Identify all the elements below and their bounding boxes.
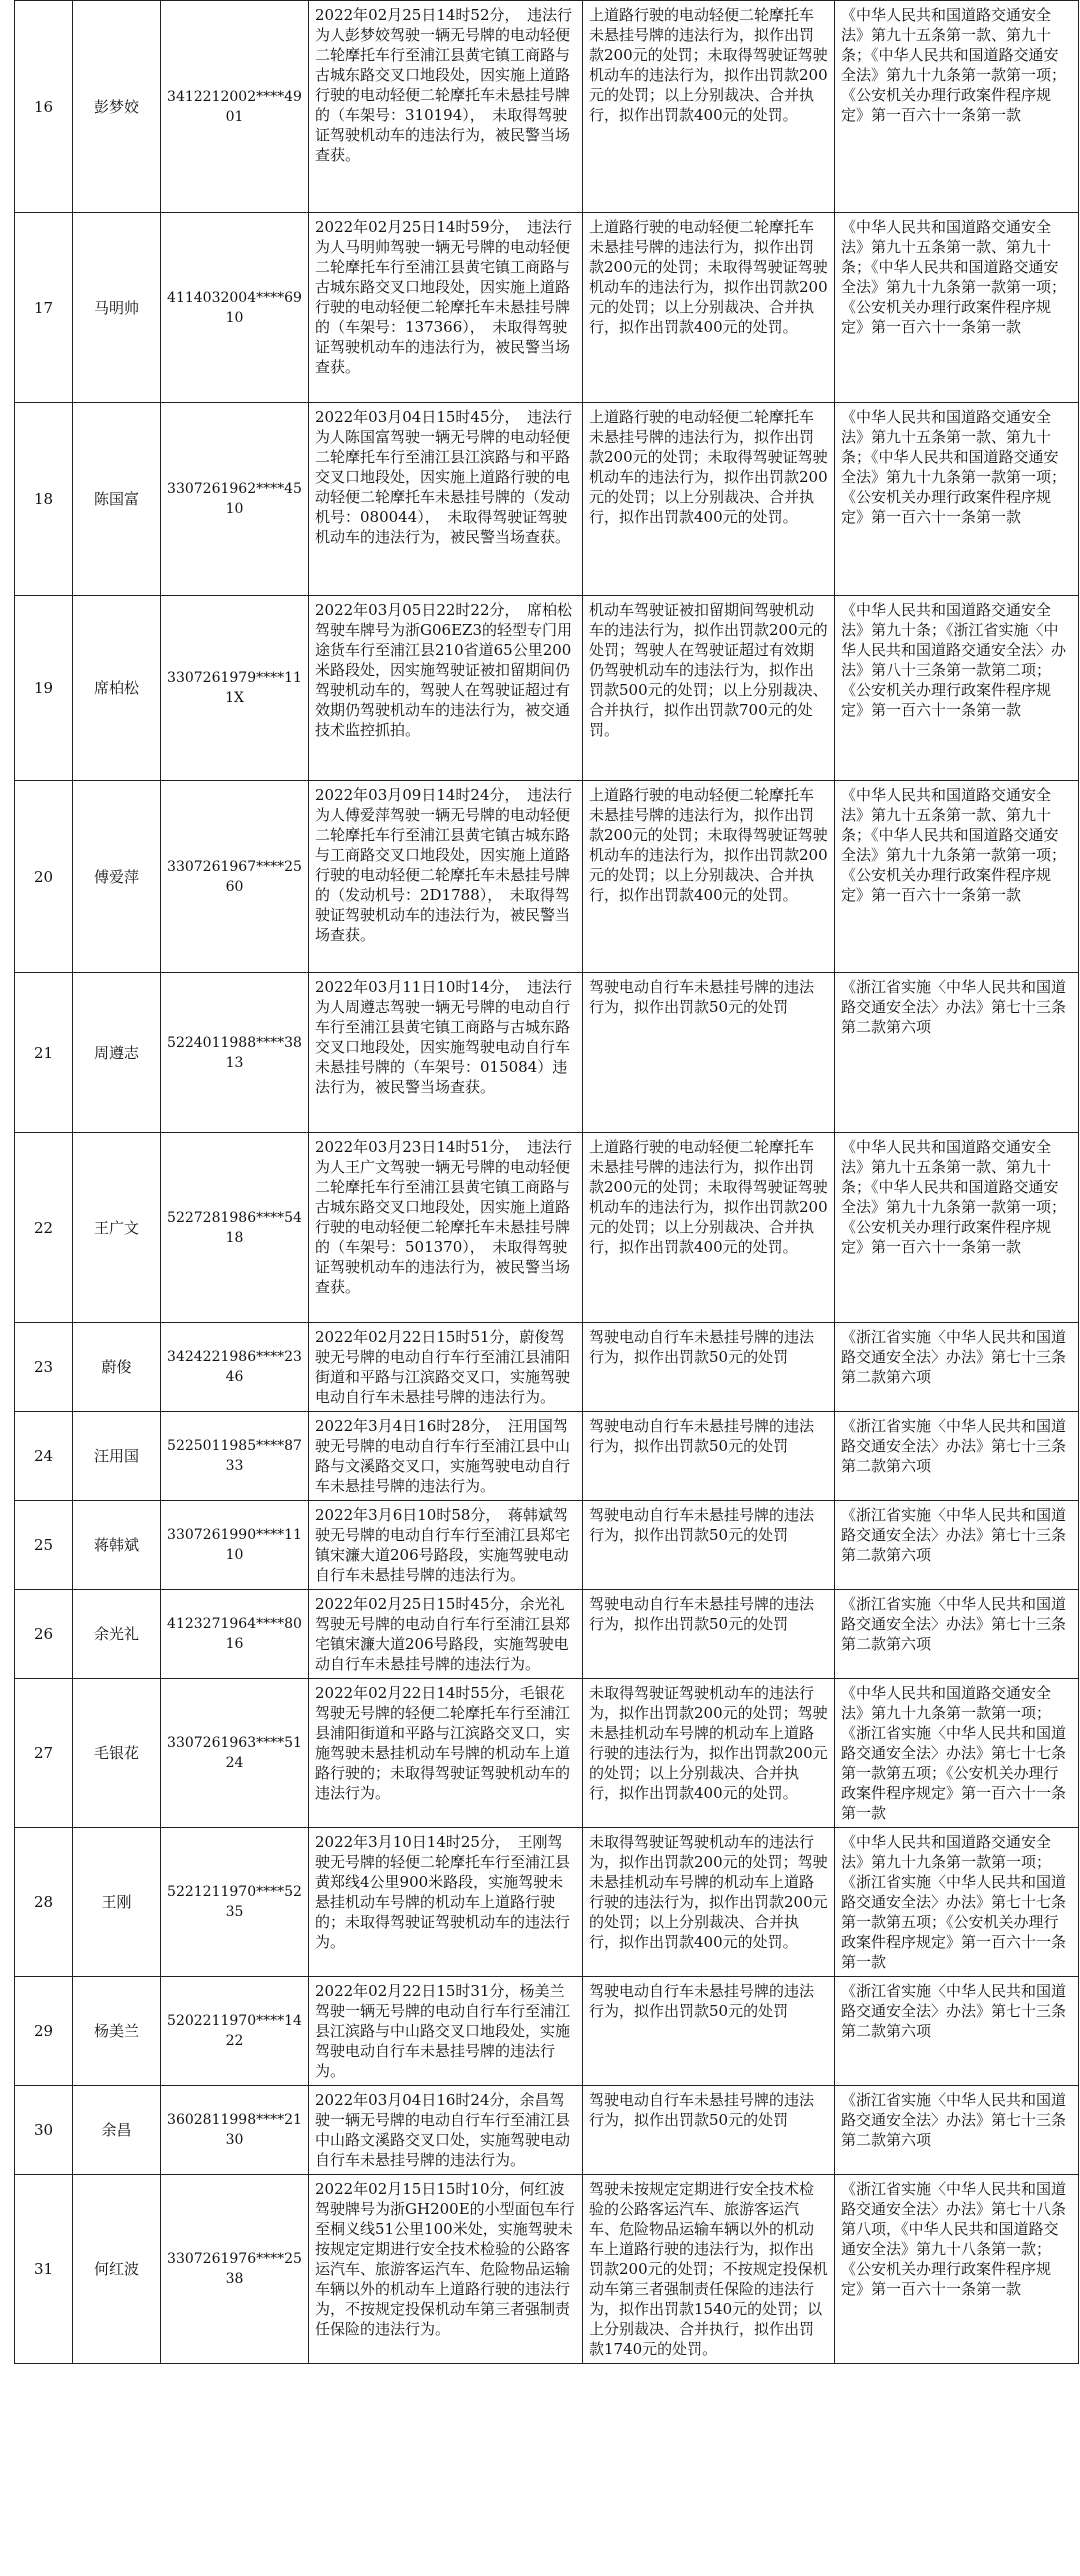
violation-facts-cell: 2022年02月25日15时45分，余光礼驾驶无号牌的电动自行车行至浦江县郑宅镇宋濂大道206号路段，实施驾驶电动自行车未悬挂号牌的违法行为。 — [309, 1590, 583, 1679]
id-number-cell: 3602811998****2130 — [161, 2086, 309, 2175]
person-name-cell: 余光礼 — [73, 1590, 161, 1679]
proposed-penalty-cell: 驾驶电动自行车未悬挂号牌的违法行为，拟作出罚款50元的处罚 — [583, 1323, 835, 1412]
id-number-cell: 3307261979****111X — [161, 596, 309, 781]
penalty-notice-table — [14, 0, 1079, 2364]
row-number-cell: 29 — [15, 1977, 73, 2086]
id-number-cell: 5225011985****8733 — [161, 1412, 309, 1501]
id-number-cell: 3307261963****5124 — [161, 1679, 309, 1828]
legal-basis-cell: 《中华人民共和国道路交通安全法》第九十五条第一款、第九十条；《中华人民共和国道路交通安全法》第九十九条第一款第一项；《公安机关办理行政案件程序规定》第一百六十一条第一款 — [835, 781, 1079, 973]
table-row — [15, 2175, 1079, 2364]
proposed-penalty-cell: 上道路行驶的电动轻便二轮摩托车未悬挂号牌的违法行为，拟作出罚款200元的处罚；未取得驾驶证驾驶机动车的违法行为，拟作出罚款200元的处罚；以上分别裁决、合并执行，拟作出罚款400元的处罚。 — [583, 403, 835, 596]
table-row — [15, 1501, 1079, 1590]
person-name-cell: 杨美兰 — [73, 1977, 161, 2086]
id-number-cell: 3307261976****2538 — [161, 2175, 309, 2364]
id-number-cell: 5202211970****1422 — [161, 1977, 309, 2086]
legal-basis-cell: 《中华人民共和国道路交通安全法》第九十五条第一款、第九十条；《中华人民共和国道路交通安全法》第九十九条第一款第一项；《公安机关办理行政案件程序规定》第一百六十一条第一款 — [835, 213, 1079, 403]
violation-facts-cell: 2022年3月4日16时28分， 汪用国驾驶无号牌的电动自行车行至浦江县中山路与文溪路交叉口，实施驾驶电动自行车未悬挂号牌的违法行为。 — [309, 1412, 583, 1501]
proposed-penalty-cell: 上道路行驶的电动轻便二轮摩托车未悬挂号牌的违法行为，拟作出罚款200元的处罚；未取得驾驶证驾驶机动车的违法行为，拟作出罚款200元的处罚；以上分别裁决、合并执行，拟作出罚款400元的处罚。 — [583, 781, 835, 973]
legal-basis-cell: 《浙江省实施〈中华人民共和国道路交通安全法〉办法》第七十三条第二款第六项 — [835, 1323, 1079, 1412]
legal-basis-cell: 《浙江省实施〈中华人民共和国道路交通安全法〉办法》第七十三条第二款第六项 — [835, 1977, 1079, 2086]
violation-facts-cell: 2022年03月04日15时45分， 违法行为人陈国富驾驶一辆无号牌的电动轻便二轮摩托车行至浦江县江滨路与和平路交叉口地段处，因实施上道路行驶的电动轻便二轮摩托车未悬挂号牌的（发动机号：080044）， 未取得驾驶证驾驶机动车的违法行为，被民警当场查获。 — [309, 403, 583, 596]
violation-facts-cell: 2022年03月09日14时24分， 违法行为人傅爱萍驾驶一辆无号牌的电动轻便二轮摩托车行至浦江县黄宅镇古城东路与工商路交叉口地段处，因实施上道路行驶的电动轻便二轮摩托车未悬挂号牌的（发动机号：2D1788）， 未取得驾驶证驾驶机动车的违法行为，被民警当场查获。 — [309, 781, 583, 973]
row-number-cell: 21 — [15, 973, 73, 1133]
row-number-cell: 30 — [15, 2086, 73, 2175]
legal-basis-cell: 《浙江省实施〈中华人民共和国道路交通安全法〉办法》第七十三条第二款第六项 — [835, 2086, 1079, 2175]
violation-facts-cell: 2022年02月22日15时31分，杨美兰驾驶一辆无号牌的电动自行车行至浦江县江滨路与中山路交叉口地段处，实施驾驶电动自行车未悬挂号牌的违法行为。 — [309, 1977, 583, 2086]
legal-basis-cell: 《中华人民共和国道路交通安全法》第九十九条第一款第一项；《浙江省实施〈中华人民共和国道路交通安全法〉办法》第七十七条第一款第五项；《公安机关办理行政案件程序规定》第一百六十一条第一款 — [835, 1679, 1079, 1828]
legal-basis-cell: 《中华人民共和国道路交通安全法》第九十九条第一款第一项；《浙江省实施〈中华人民共和国道路交通安全法〉办法》第七十七条第一款第五项；《公安机关办理行政案件程序规定》第一百六十一条第一款 — [835, 1828, 1079, 1977]
person-name-cell: 席柏松 — [73, 596, 161, 781]
row-number-cell: 25 — [15, 1501, 73, 1590]
violation-facts-cell: 2022年03月11日10时14分， 违法行为人周遵志驾驶一辆无号牌的电动自行车行至浦江县黄宅镇工商路与古城东路交叉口地段处，因实施驾驶电动自行车未悬挂号牌的（车架号：015084）违法行为，被民警当场查获。 — [309, 973, 583, 1133]
row-number-cell: 24 — [15, 1412, 73, 1501]
proposed-penalty-cell: 驾驶电动自行车未悬挂号牌的违法行为，拟作出罚款50元的处罚 — [583, 2086, 835, 2175]
proposed-penalty-cell: 机动车驾驶证被扣留期间驾驶机动车的违法行为，拟作出罚款200元的处罚；驾驶人在驾驶证超过有效期仍驾驶机动车的违法行为，拟作出罚款500元的处罚；以上分别裁决、合并执行，拟作出罚款700元的处罚。 — [583, 596, 835, 781]
proposed-penalty-cell: 驾驶电动自行车未悬挂号牌的违法行为，拟作出罚款50元的处罚 — [583, 1977, 835, 2086]
id-number-cell: 3307261962****4510 — [161, 403, 309, 596]
proposed-penalty-cell: 驾驶电动自行车未悬挂号牌的违法行为，拟作出罚款50元的处罚 — [583, 1501, 835, 1590]
id-number-cell: 3412212002****4901 — [161, 1, 309, 213]
id-number-cell: 5227281986****5418 — [161, 1133, 309, 1323]
table-row — [15, 781, 1079, 973]
row-number-cell: 27 — [15, 1679, 73, 1828]
table-row — [15, 1323, 1079, 1412]
table-row — [15, 1590, 1079, 1679]
table-row — [15, 1133, 1079, 1323]
proposed-penalty-cell: 驾驶未按规定定期进行安全技术检验的公路客运汽车、旅游客运汽车、危险物品运输车辆以外的机动车上道路行驶的违法行为，拟作出罚款200元的处罚；不按规定投保机动车第三者强制责任保险的违法行为，拟作出罚款1540元的处罚；以上分别裁决、合并执行，拟作出罚款1740元的处罚。 — [583, 2175, 835, 2364]
row-number-cell: 23 — [15, 1323, 73, 1412]
legal-basis-cell: 《中华人民共和国道路交通安全法》第九十五条第一款、第九十条；《中华人民共和国道路交通安全法》第九十九条第一款第一项；《公安机关办理行政案件程序规定》第一百六十一条第一款 — [835, 1, 1079, 213]
person-name-cell: 汪用国 — [73, 1412, 161, 1501]
row-number-cell: 16 — [15, 1, 73, 213]
row-number-cell: 28 — [15, 1828, 73, 1977]
person-name-cell: 蒋韩斌 — [73, 1501, 161, 1590]
person-name-cell: 马明帅 — [73, 213, 161, 403]
violation-facts-cell: 2022年03月23日14时51分， 违法行为人王广文驾驶一辆无号牌的电动轻便二轮摩托车行至浦江县黄宅镇工商路与古城东路交叉口地段处，因实施上道路行驶的电动轻便二轮摩托车未悬挂号牌的（车架号：501370）， 未取得驾驶证驾驶机动车的违法行为，被民警当场查获。 — [309, 1133, 583, 1323]
row-number-cell: 26 — [15, 1590, 73, 1679]
id-number-cell: 5224011988****3813 — [161, 973, 309, 1133]
legal-basis-cell: 《中华人民共和国道路交通安全法》第九十条；《浙江省实施〈中华人民共和国道路交通安全法〉办法》第八十三条第一款第二项；《公安机关办理行政案件程序规定》第一百六十一条第一款 — [835, 596, 1079, 781]
id-number-cell: 4114032004****6910 — [161, 213, 309, 403]
id-number-cell: 3307261967****2560 — [161, 781, 309, 973]
table-row — [15, 2086, 1079, 2175]
violation-facts-cell: 2022年03月05日22时22分， 席柏松驾驶车牌号为浙G06EZ3的轻型专门用途货车行至浦江县210省道65公里200米路段处，因实施驾驶证被扣留期间仍驾驶机动车的，驾驶人在驾驶证超过有效期仍驾驶机动车的违法行为，被交通技术监控抓拍。 — [309, 596, 583, 781]
person-name-cell: 彭梦姣 — [73, 1, 161, 213]
row-number-cell: 20 — [15, 781, 73, 973]
legal-basis-cell: 《中华人民共和国道路交通安全法》第九十五条第一款、第九十条；《中华人民共和国道路交通安全法》第九十九条第一款第一项；《公安机关办理行政案件程序规定》第一百六十一条第一款 — [835, 403, 1079, 596]
legal-basis-cell: 《浙江省实施〈中华人民共和国道路交通安全法〉办法》第七十三条第二款第六项 — [835, 973, 1079, 1133]
violation-facts-cell: 2022年3月10日14时25分， 王刚驾驶无号牌的轻便二轮摩托车行至浦江县黄郑线4公里900米路段，实施驾驶未悬挂机动车号牌的机动车上道路行驶的；未取得驾驶证驾驶机动车的违法行为。 — [309, 1828, 583, 1977]
id-number-cell: 3307261990****1110 — [161, 1501, 309, 1590]
person-name-cell: 周遵志 — [73, 973, 161, 1133]
violation-facts-cell: 2022年02月25日14时59分， 违法行为人马明帅驾驶一辆无号牌的电动轻便二轮摩托车行至浦江县黄宅镇工商路与古城东路交叉口地段处，因实施上道路行驶的电动轻便二轮摩托车未悬挂号牌的（车架号：137366）， 未取得驾驶证驾驶机动车的违法行为，被民警当场查获。 — [309, 213, 583, 403]
id-number-cell: 4123271964****8016 — [161, 1590, 309, 1679]
table-row — [15, 213, 1079, 403]
legal-basis-cell: 《浙江省实施〈中华人民共和国道路交通安全法〉办法》第七十三条第二款第六项 — [835, 1501, 1079, 1590]
person-name-cell: 余昌 — [73, 2086, 161, 2175]
person-name-cell: 王广文 — [73, 1133, 161, 1323]
legal-basis-cell: 《中华人民共和国道路交通安全法》第九十五条第一款、第九十条；《中华人民共和国道路交通安全法》第九十九条第一款第一项；《公安机关办理行政案件程序规定》第一百六十一条第一款 — [835, 1133, 1079, 1323]
person-name-cell: 陈国富 — [73, 403, 161, 596]
legal-basis-cell: 《浙江省实施〈中华人民共和国道路交通安全法〉办法》第七十三条第二款第六项 — [835, 1590, 1079, 1679]
table-row — [15, 973, 1079, 1133]
proposed-penalty-cell: 驾驶电动自行车未悬挂号牌的违法行为，拟作出罚款50元的处罚 — [583, 1590, 835, 1679]
penalty-notice-table-page — [14, 0, 1078, 2364]
person-name-cell: 傅爱萍 — [73, 781, 161, 973]
row-number-cell: 19 — [15, 596, 73, 781]
row-number-cell: 22 — [15, 1133, 73, 1323]
violation-facts-cell: 2022年02月22日14时55分，毛银花驾驶无号牌的轻便二轮摩托车行至浦江县浦阳街道和平路与江滨路交叉口，实施驾驶未悬挂机动车号牌的机动车上道路行驶的；未取得驾驶证驾驶机动车的违法行为。 — [309, 1679, 583, 1828]
id-number-cell: 3424221986****2346 — [161, 1323, 309, 1412]
table-row — [15, 1828, 1079, 1977]
violation-facts-cell: 2022年3月6日10时58分， 蒋韩斌驾驶无号牌的电动自行车行至浦江县郑宅镇宋濂大道206号路段，实施驾驶电动自行车未悬挂号牌的违法行为。 — [309, 1501, 583, 1590]
person-name-cell: 王刚 — [73, 1828, 161, 1977]
table-row — [15, 1977, 1079, 2086]
row-number-cell: 31 — [15, 2175, 73, 2364]
proposed-penalty-cell: 未取得驾驶证驾驶机动车的违法行为，拟作出罚款200元的处罚；驾驶未悬挂机动车号牌的机动车上道路行驶的违法行为，拟作出罚款200元的处罚；以上分别裁决、合并执行，拟作出罚款400元的处罚。 — [583, 1828, 835, 1977]
proposed-penalty-cell: 上道路行驶的电动轻便二轮摩托车未悬挂号牌的违法行为，拟作出罚款200元的处罚；未取得驾驶证驾驶机动车的违法行为，拟作出罚款200元的处罚；以上分别裁决、合并执行，拟作出罚款400元的处罚。 — [583, 213, 835, 403]
table-row — [15, 596, 1079, 781]
proposed-penalty-cell: 未取得驾驶证驾驶机动车的违法行为，拟作出罚款200元的处罚；驾驶未悬挂机动车号牌的机动车上道路行驶的违法行为，拟作出罚款200元的处罚；以上分别裁决、合并执行，拟作出罚款400元的处罚。 — [583, 1679, 835, 1828]
violation-facts-cell: 2022年02月15日15时10分，何红波驾驶牌号为浙GH200E的小型面包车行至桐义线51公里100米处，实施驾驶未按规定定期进行安全技术检验的公路客运汽车、旅游客运汽车、危险物品运输车辆以外的机动车上道路行驶的违法行为，不按规定投保机动车第三者强制责任保险的违法行为。 — [309, 2175, 583, 2364]
table-row — [15, 403, 1079, 596]
table-row — [15, 1, 1079, 213]
table-body — [15, 1, 1079, 2364]
legal-basis-cell: 《浙江省实施〈中华人民共和国道路交通安全法〉办法》第七十八条第八项，《中华人民共和国道路交通安全法》第九十八条第一款；《公安机关办理行政案件程序规定》第一百六十一条第一款 — [835, 2175, 1079, 2364]
id-number-cell: 5221211970****5235 — [161, 1828, 309, 1977]
person-name-cell: 何红波 — [73, 2175, 161, 2364]
violation-facts-cell: 2022年02月25日14时52分， 违法行为人彭梦姣驾驶一辆无号牌的电动轻便二轮摩托车行至浦江县黄宅镇工商路与古城东路交叉口地段处，因实施上道路行驶的电动轻便二轮摩托车未悬挂号牌的（车架号：310194）， 未取得驾驶证驾驶机动车的违法行为，被民警当场查获。 — [309, 1, 583, 213]
table-row — [15, 1679, 1079, 1828]
row-number-cell: 17 — [15, 213, 73, 403]
proposed-penalty-cell: 驾驶电动自行车未悬挂号牌的违法行为，拟作出罚款50元的处罚 — [583, 973, 835, 1133]
table-row — [15, 1412, 1079, 1501]
legal-basis-cell: 《浙江省实施〈中华人民共和国道路交通安全法〉办法》第七十三条第二款第六项 — [835, 1412, 1079, 1501]
person-name-cell: 毛银花 — [73, 1679, 161, 1828]
violation-facts-cell: 2022年02月22日15时51分，蔚俊驾驶无号牌的电动自行车行至浦江县浦阳街道和平路与江滨路交叉口，实施驾驶电动自行车未悬挂号牌的违法行为。 — [309, 1323, 583, 1412]
person-name-cell: 蔚俊 — [73, 1323, 161, 1412]
proposed-penalty-cell: 驾驶电动自行车未悬挂号牌的违法行为，拟作出罚款50元的处罚 — [583, 1412, 835, 1501]
proposed-penalty-cell: 上道路行驶的电动轻便二轮摩托车未悬挂号牌的违法行为，拟作出罚款200元的处罚；未取得驾驶证驾驶机动车的违法行为，拟作出罚款200元的处罚；以上分别裁决、合并执行，拟作出罚款400元的处罚。 — [583, 1133, 835, 1323]
violation-facts-cell: 2022年03月04日16时24分，余昌驾驶一辆无号牌的电动自行车行至浦江县中山路文溪路交叉口处，实施驾驶电动自行车未悬挂号牌的违法行为。 — [309, 2086, 583, 2175]
proposed-penalty-cell: 上道路行驶的电动轻便二轮摩托车未悬挂号牌的违法行为，拟作出罚款200元的处罚；未取得驾驶证驾驶机动车的违法行为，拟作出罚款200元的处罚；以上分别裁决、合并执行，拟作出罚款400元的处罚。 — [583, 1, 835, 213]
row-number-cell: 18 — [15, 403, 73, 596]
